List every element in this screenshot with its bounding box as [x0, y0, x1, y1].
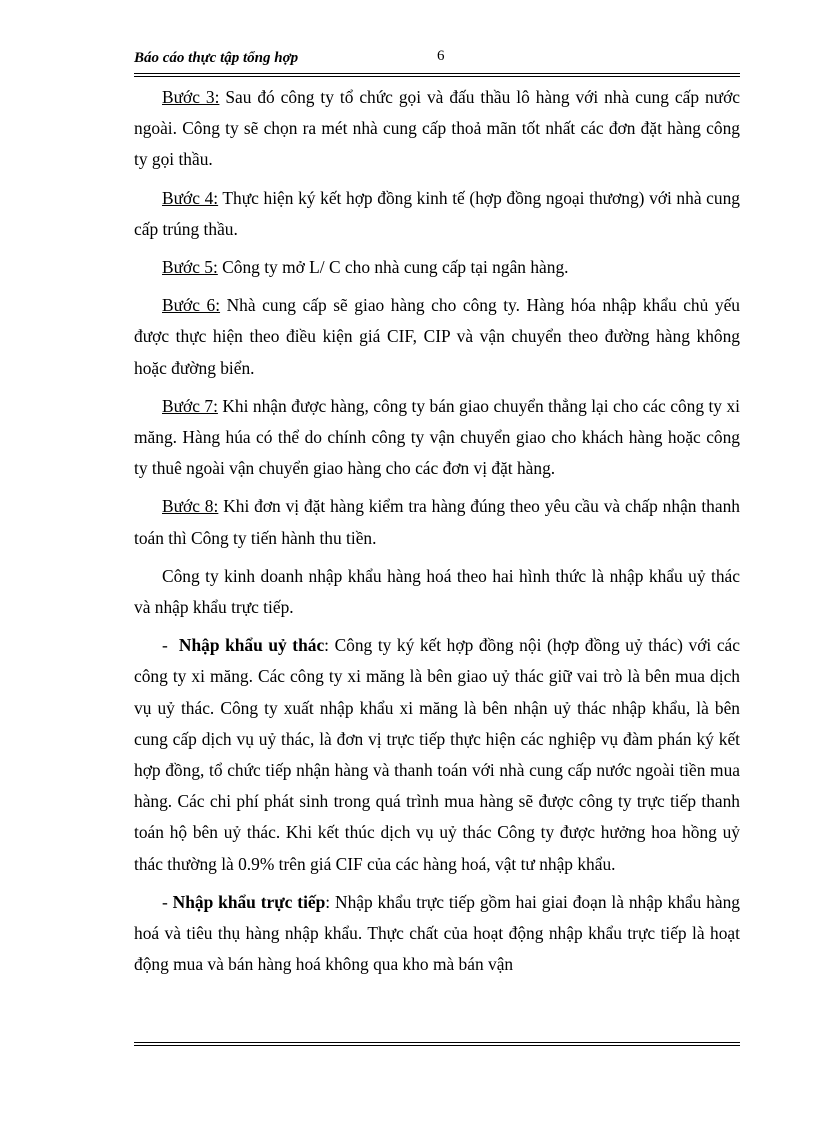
paragraph-step-3	[134, 82, 740, 176]
paragraph-direct-import	[134, 887, 740, 981]
step-label: Bước 4:	[162, 187, 219, 208]
paragraph-text: : Nhập khẩu trực tiếp gồm hai giai đoạn là nhập khẩu hàng hoá và tiêu thụ hàng nhập khẩu. Thực chất của hoạt động nhập khẩu trực tiếp là hoạt động mua và bán hàng hoá không qua kho mà bán vận	[134, 891, 740, 975]
paragraph-text: : Công ty ký kết hợp đồng nội (hợp đồng uỷ thác) với các công ty xi măng. Các công ty xi măng là bên giao uỷ thác giữ vai trò là bên mua dịch vụ uỷ thác. Công ty xuất nhập khẩu xi măng là bên nhận uỷ thác nhập khẩu, là bên cung cấp dịch vụ uỷ thác, là đơn vị trực tiếp thực hiện các nghiệp vụ đàm phán ký kết hợp đồng, tổ chức tiếp nhận hàng và thanh toán với nhà cung cấp nước ngoài tiền mua hàng. Các chi phí phát sinh trong quá trình mua hàng sẽ được công ty trực tiếp thanh toán hộ bên uỷ thác. Khi kết thúc dịch vụ uỷ thác Công ty được hưởng hoa hồng uỷ thác thường là 0.9% trên giá CIF của các hàng hoá, vật tư nhập khẩu.	[134, 635, 740, 874]
step-label: Bước 5:	[162, 257, 218, 278]
step-label: Bước 6:	[162, 295, 221, 316]
paragraph-step-5	[134, 252, 740, 283]
footer-rule-top	[134, 1042, 740, 1043]
paragraph-text: Công ty kinh doanh nhập khẩu hàng hoá theo hai hình thức là nhập khẩu uỷ thác và nhập khẩu trực tiếp.	[134, 565, 740, 618]
paragraph-entrusted-import	[134, 630, 740, 880]
step-text: Sau đó công ty tổ chức gọi và đấu thầu lô hàng với nhà cung cấp nước ngoài. Công ty sẽ chọn ra mét nhà cung cấp thoả mãn tốt nhất các đơn đặt hàng công ty gọi thầu.	[134, 87, 740, 170]
bullet-prefix: -	[162, 635, 179, 656]
header-title: Báo cáo thực tập tổng hợp	[134, 50, 299, 66]
paragraph-import-forms	[134, 561, 740, 623]
page-number: 6	[437, 48, 445, 64]
paragraph-step-6	[134, 290, 740, 384]
header-rule-bottom	[134, 76, 740, 77]
step-text: Thực hiện ký kết hợp đồng kinh tế (hợp đồng ngoại thương) với nhà cung cấp trúng thầu.	[134, 187, 740, 239]
page-header	[134, 48, 740, 74]
header-rule-top	[134, 73, 740, 74]
step-text: Khi đơn vị đặt hàng kiểm tra hàng đúng theo yêu cầu và chấp nhận thanh toán thì Công ty tiến hành thu tiền.	[134, 496, 740, 548]
paragraph-step-7	[134, 391, 740, 485]
paragraph-step-4	[134, 183, 740, 245]
step-text: Nhà cung cấp sẽ giao hàng cho công ty. Hàng hóa nhập khẩu chủ yếu được thực hiện theo điều kiện giá CIF, CIP và vận chuyển theo đường hàng không hoặc đường biển.	[134, 295, 740, 378]
step-text: Công ty mở L/ C cho nhà cung cấp tại ngân hàng.	[217, 257, 569, 278]
document-body	[134, 82, 740, 980]
footer-rule-bottom	[134, 1045, 740, 1046]
step-label: Bước 3:	[162, 87, 220, 107]
bold-term: Nhập khẩu trực tiếp	[172, 891, 326, 912]
step-label: Bước 8:	[162, 496, 219, 517]
paragraph-step-8	[134, 491, 740, 553]
bullet-prefix: -	[162, 891, 173, 912]
bold-term: Nhập khẩu uỷ thác	[178, 635, 325, 656]
step-text: Khi nhận được hàng, công ty bán giao chuyển thẳng lại cho các công ty xi măng. Hàng húa có thể do chính công ty vận chuyển giao cho khách hàng hoặc công ty thuê ngoài vận chuyển giao hàng cho các đơn vị đặt hàng.	[134, 395, 740, 479]
step-label: Bước 7:	[162, 395, 218, 416]
